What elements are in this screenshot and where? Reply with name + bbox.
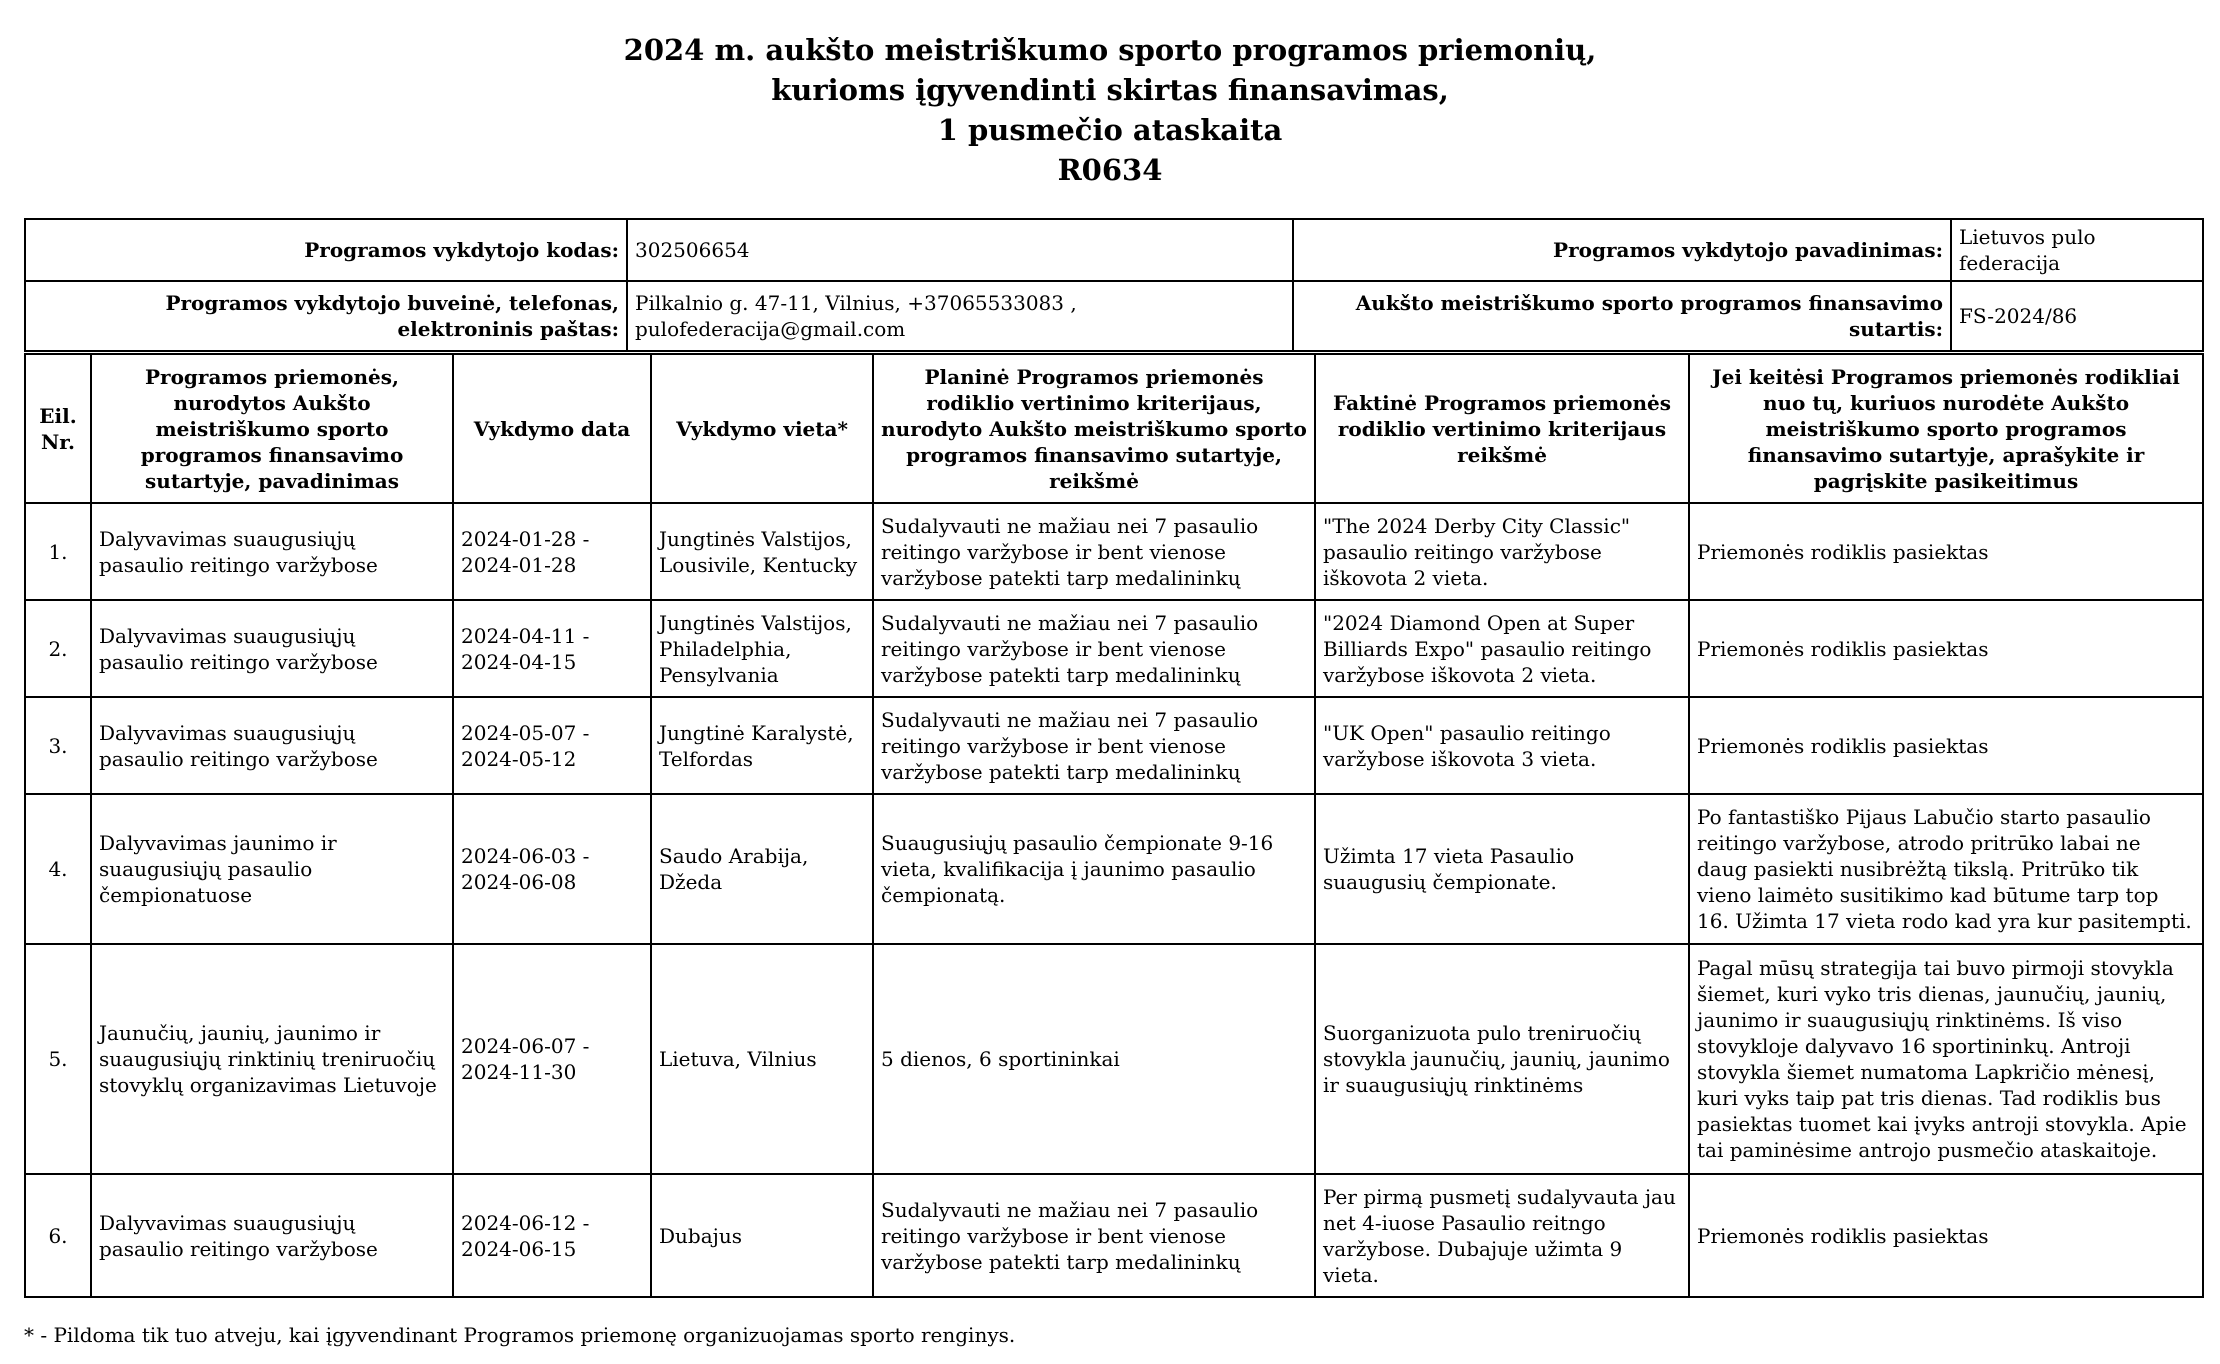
row-actual: Suorganizuota pulo treniruočių stovykla jaunučių, jaunių, jaunimo ir suaugusiųjų rinktinėms [1315, 944, 1689, 1174]
table-header-row [25, 354, 2203, 503]
row-changes: Priemonės rodiklis pasiektas [1689, 1174, 2203, 1297]
header-name: Programos priemonės, nurodytos Aukšto meistriškumo sporto programos finansavimo sutartyje, pavadinimas [91, 354, 453, 503]
header-nr: Eil. Nr. [25, 354, 91, 503]
row-place: Jungtinės Valstijos, Lousivile, Kentucky [651, 503, 873, 600]
row-planned: 5 dienos, 6 sportininkai [873, 944, 1315, 1174]
row-place: Jungtinė Karalystė, Telfordas [651, 697, 873, 794]
row-name: Dalyvavimas suaugusiųjų pasaulio reitingo varžybose [91, 697, 453, 794]
row-place: Jungtinės Valstijos, Philadelphia, Pensylvania [651, 600, 873, 697]
row-date: 2024-01-28 - 2024-01-28 [453, 503, 651, 600]
row-actual: Užimta 17 vieta Pasaulio suaugusių čempionate. [1315, 794, 1689, 944]
row-actual: "2024 Diamond Open at Super Billiards Expo" pasaulio reitingo varžybose iškovota 2 vieta. [1315, 600, 1689, 697]
row-date: 2024-06-07 - 2024-11-30 [453, 944, 651, 1174]
row-planned: Sudalyvauti ne mažiau nei 7 pasaulio reitingo varžybose ir bent vienose varžybose patekti tarp medalininkų [873, 503, 1315, 600]
executor-code-value: 302506654 [627, 219, 1293, 281]
row-actual: Per pirmą pusmetį sudalyvauta jau net 4-iuose Pasaulio reitngo varžybose. Dubajuje užimta 9 vieta. [1315, 1174, 1689, 1297]
table-row [25, 697, 2203, 794]
row-planned: Suaugusiųjų pasaulio čempionate 9-16 vieta, kvalifikacija į jaunimo pasaulio čempionatą. [873, 794, 1315, 944]
table-row [25, 794, 2203, 944]
executor-name-value: Lietuvos pulo federacija [1951, 219, 2203, 281]
row-planned: Sudalyvauti ne mažiau nei 7 pasaulio reitingo varžybose ir bent vienose varžybose patekti tarp medalininkų [873, 1174, 1315, 1297]
footnote: * - Pildoma tik tuo atveju, kai įgyvendinant Programos priemonę organizuojamas sporto renginys. [24, 1323, 1016, 1347]
row-nr: 2. [25, 600, 91, 697]
header-place: Vykdymo vieta* [651, 354, 873, 503]
row-nr: 6. [25, 1174, 91, 1297]
row-changes: Pagal mūsų strategija tai buvo pirmoji stovykla šiemet, kuri vyko tris dienas, jaunučių, jaunių, jaunimo ir suaugusiųjų rinktinėms. Iš viso stovykloje dalyvavo 16 sportininkų. Antroji stovykla šiemet numatoma Lapkričio mėnesį, kuri vyks taip pat tris dienas. Tad rodiklis bus pasiektas tuomet kai įvyks antroji stovykla. Apie tai paminėsime antrojo pusmečio ataskaitoje. [1689, 944, 2203, 1174]
row-nr: 1. [25, 503, 91, 600]
row-planned: Sudalyvauti ne mažiau nei 7 pasaulio reitingo varžybose ir bent vienose varžybose patekti tarp medalininkų [873, 600, 1315, 697]
header-actual: Faktinė Programos priemonės rodiklio vertinimo kriterijaus reikšmė [1315, 354, 1689, 503]
executor-code-label: Programos vykdytojo kodas: [25, 219, 627, 281]
header-changes: Jei keitėsi Programos priemonės rodikliai nuo tų, kuriuos nurodėte Aukšto meistriškumo sporto programos finansavimo sutartyje, aprašykite ir pagrįskite pasikeitimus [1689, 354, 2203, 503]
title-line-3: 1 pusmečio ataskaita [937, 113, 1283, 147]
report-code: R0634 [1057, 153, 1163, 187]
row-actual: "The 2024 Derby City Classic" pasaulio reitingo varžybose iškovota 2 vieta. [1315, 503, 1689, 600]
contract-value: FS-2024/86 [1951, 281, 2203, 351]
row-date: 2024-06-03 - 2024-06-08 [453, 794, 651, 944]
table-row [25, 600, 2203, 697]
executor-address-value: Pilkalnio g. 47-11, Vilnius, +37065533083 , pulofederacija@gmail.com [627, 281, 1293, 351]
row-place: Dubajus [651, 1174, 873, 1297]
row-name: Dalyvavimas jaunimo ir suaugusiųjų pasaulio čempionatuose [91, 794, 453, 944]
row-planned: Sudalyvauti ne mažiau nei 7 pasaulio reitingo varžybose ir bent vienose varžybose patekti tarp medalininkų [873, 697, 1315, 794]
row-date: 2024-06-12 - 2024-06-15 [453, 1174, 651, 1297]
report-title [0, 30, 2220, 190]
row-place: Saudo Arabija, Džeda [651, 794, 873, 944]
header-planned: Planinė Programos priemonės rodiklio vertinimo kriterijaus, nurodyto Aukšto meistriškumo sporto programos finansavimo sutartyje, reikšmė [873, 354, 1315, 503]
table-row [25, 503, 2203, 600]
title-line-2: kurioms įgyvendinti skirtas finansavimas, [771, 73, 1449, 107]
row-actual: "UK Open" pasaulio reitingo varžybose iškovota 3 vieta. [1315, 697, 1689, 794]
executor-address-label: Programos vykdytojo buveinė, telefonas, elektroninis paštas: [25, 281, 627, 351]
measures-table [24, 353, 2204, 1298]
row-changes: Priemonės rodiklis pasiektas [1689, 697, 2203, 794]
row-nr: 4. [25, 794, 91, 944]
title-line-1: 2024 m. aukšto meistriškumo sporto programos priemonių, [623, 33, 1597, 67]
executor-name-label: Programos vykdytojo pavadinimas: [1293, 219, 1951, 281]
contract-label: Aukšto meistriškumo sporto programos finansavimo sutartis: [1293, 281, 1951, 351]
row-nr: 3. [25, 697, 91, 794]
table-row [25, 944, 2203, 1174]
row-changes: Priemonės rodiklis pasiektas [1689, 503, 2203, 600]
row-place: Lietuva, Vilnius [651, 944, 873, 1174]
row-nr: 5. [25, 944, 91, 1174]
row-name: Dalyvavimas suaugusiųjų pasaulio reitingo varžybose [91, 600, 453, 697]
row-changes: Po fantastiško Pijaus Labučio starto pasaulio reitingo varžybose, atrodo pritrūko labai ne daug pasiekti nusibrėžtą tikslą. Pritrūko tik vieno laimėto susitikimo kad būtume tarp top 16. Užimta 17 vieta rodo kad yra kur pasitempti. [1689, 794, 2203, 944]
header-date: Vykdymo data [453, 354, 651, 503]
row-changes: Priemonės rodiklis pasiektas [1689, 600, 2203, 697]
program-info-table [24, 218, 2204, 352]
table-row [25, 1174, 2203, 1297]
row-date: 2024-05-07 - 2024-05-12 [453, 697, 651, 794]
row-name: Jaunučių, jaunių, jaunimo ir suaugusiųjų rinktinių treniruočių stovyklų organizavimas Lietuvoje [91, 944, 453, 1174]
row-date: 2024-04-11 - 2024-04-15 [453, 600, 651, 697]
row-name: Dalyvavimas suaugusiųjų pasaulio reitingo varžybose [91, 503, 453, 600]
row-name: Dalyvavimas suaugusiųjų pasaulio reitingo varžybose [91, 1174, 453, 1297]
